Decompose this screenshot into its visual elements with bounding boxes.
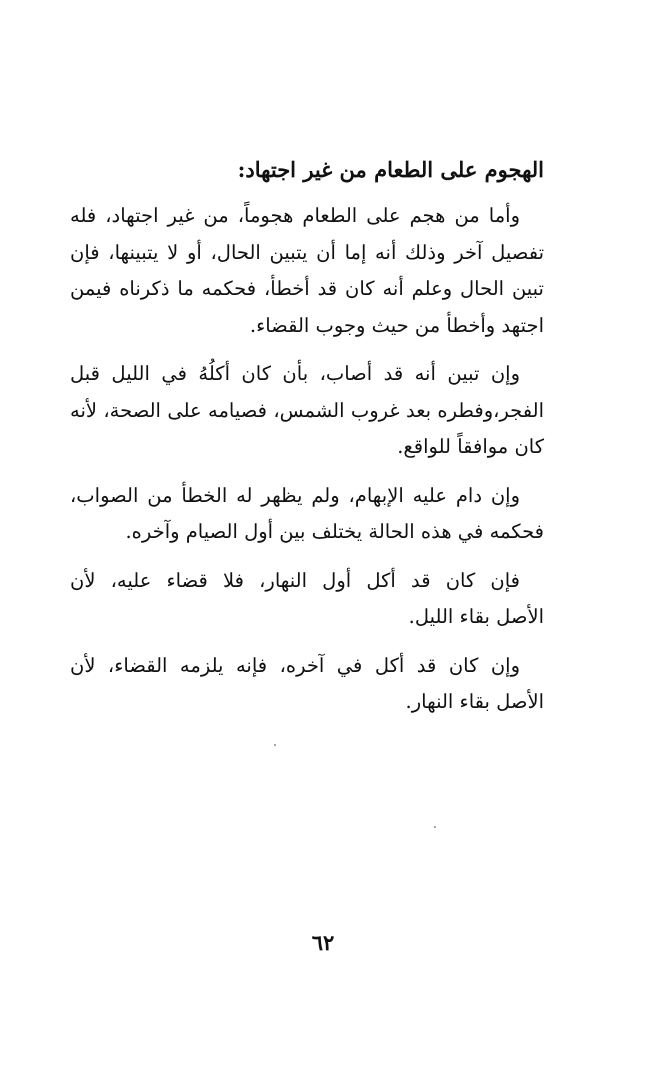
page-number: ٦٢ — [311, 930, 335, 955]
text-line: فإن كان قد أكل أول النهار، فلا قضاء عليه، لأن — [70, 568, 520, 592]
text-line: اجتهد وأخطأ من حيث وجوب القضاء. — [249, 313, 544, 337]
section-heading: الهجوم على الطعام من غير اجتهاد: — [237, 157, 544, 182]
text-line: وإن تبين أنه قد أصاب، بأن كان أكلُهُ في الليل قبل — [70, 362, 520, 385]
text-line: الفجر،وفطره بعد غروب الشمس، فصيامه على الصحة، لأنه — [70, 398, 544, 422]
text-line: وإن دام عليه الإبهام، ولم يظهر له الخطأ من الصواب، — [70, 483, 520, 507]
text-line: تفصيل آخر وذلك أنه إما أن يتبين الحال، أو لا يتبينها، فإن — [70, 240, 544, 264]
paragraph — [70, 648, 544, 721]
text-line: تبين الحال وعلم أنه كان قد أخطأ، فحكمه ما ذكرناه فيمن — [70, 277, 544, 300]
page-body — [70, 150, 544, 721]
text-line: وإن كان قد أكل في آخره، فإنه يلزمه القضاء، لأن — [70, 653, 520, 677]
text-line: كان موافقاً للواقع. — [397, 435, 544, 458]
scan-speck — [434, 826, 436, 828]
text-line: وأما من هجم على الطعام هجوماً، من غير اجتهاد، فله — [70, 204, 520, 227]
paragraph — [70, 563, 544, 636]
text-line: الأصل بقاء النهار. — [405, 690, 544, 713]
text-line: فحكمه في هذه الحالة يختلف بين أول الصيام وآخره. — [125, 520, 544, 543]
paragraph — [70, 198, 544, 344]
paragraph — [70, 356, 544, 466]
scan-speck — [274, 744, 276, 746]
text-line: الأصل بقاء الليل. — [408, 605, 544, 628]
paragraph — [70, 478, 544, 551]
